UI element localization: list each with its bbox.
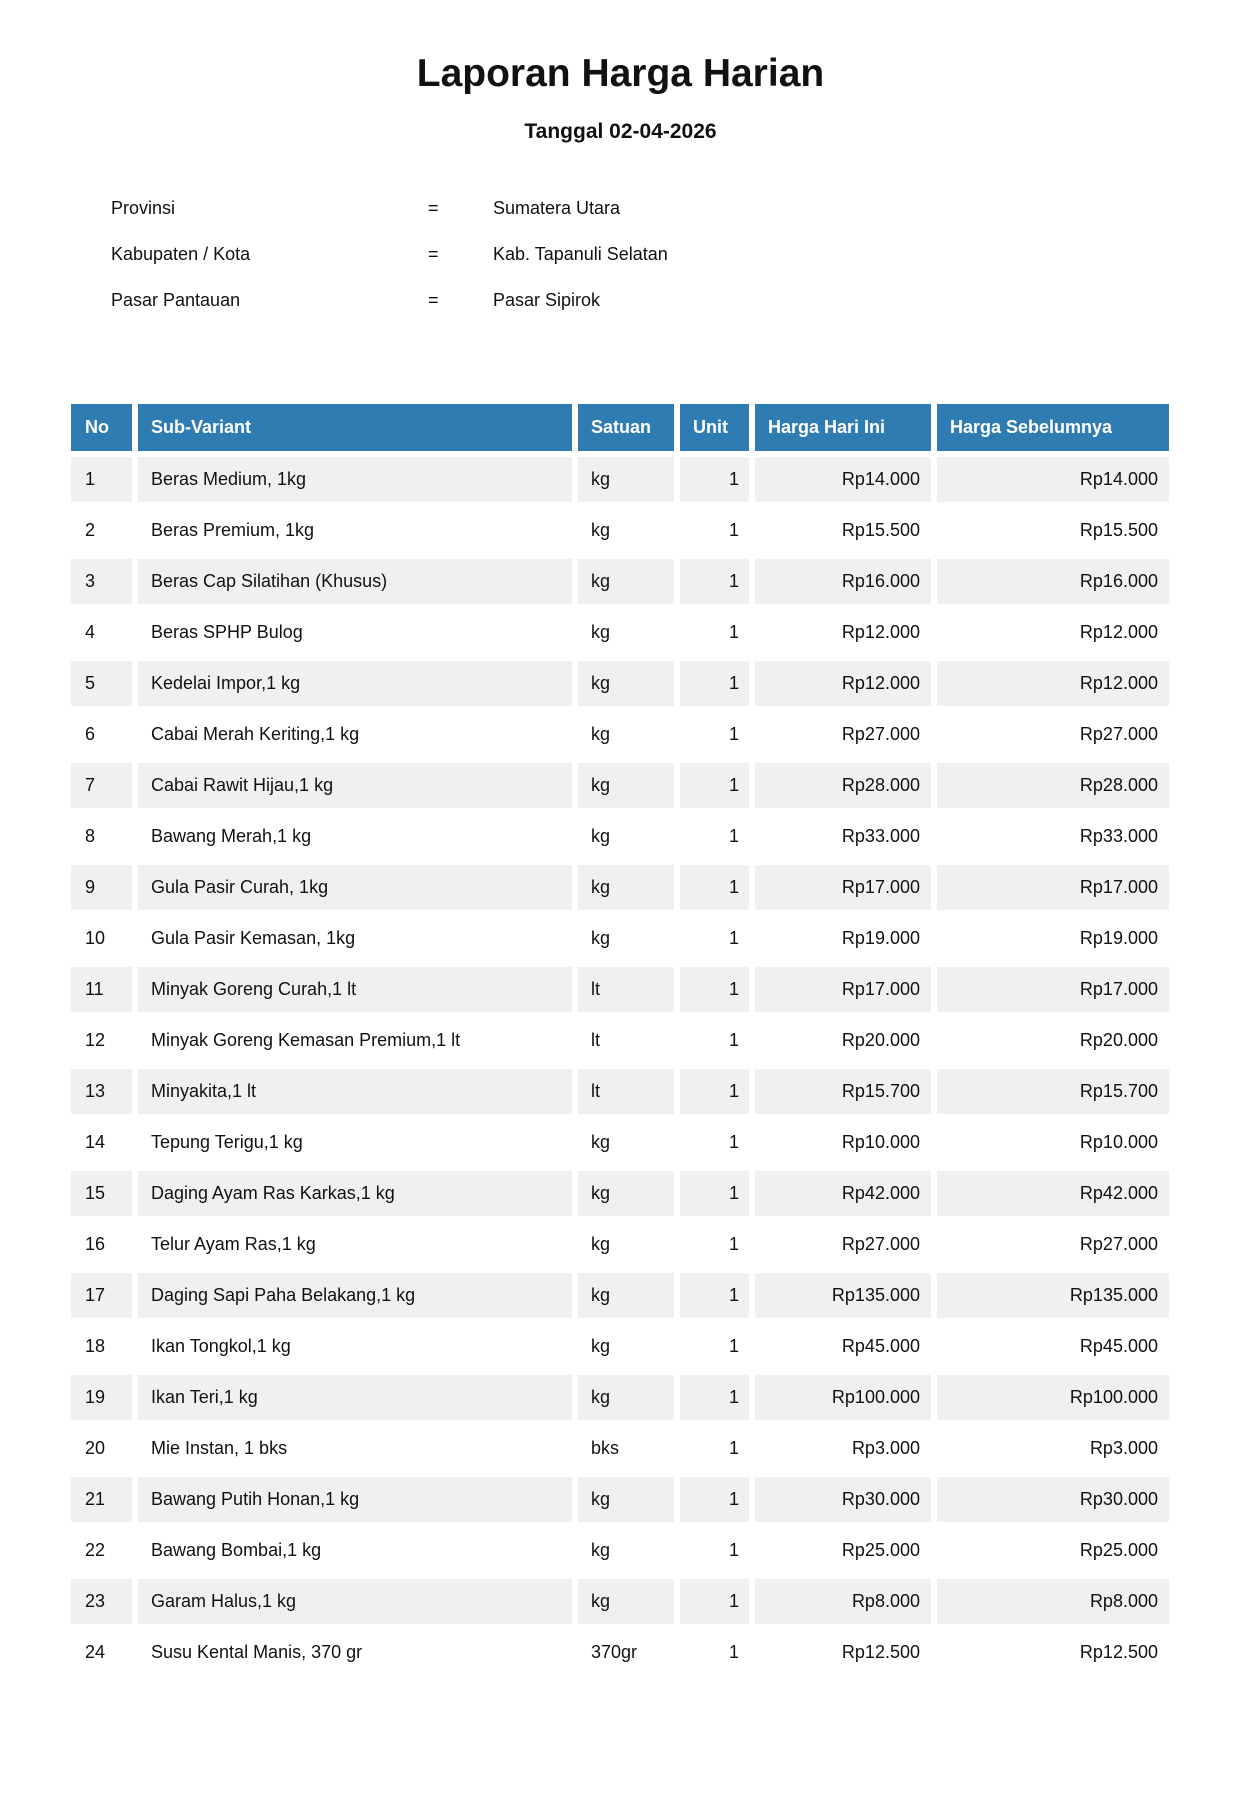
cell-sub-variant: Bawang Bombai,1 kg [151, 1540, 322, 1560]
cell-harga-hari-ini: Rp8.000 [755, 1579, 931, 1624]
cell-unit: 1 [728, 826, 739, 846]
cell-satuan: lt [578, 967, 674, 1012]
table-row [71, 1477, 1169, 1522]
table-row [71, 1630, 1169, 1675]
cell-satuan: kg [578, 1375, 674, 1420]
cell-unit: 1 [680, 763, 749, 808]
info-value: Kab. Tapanuli Selatan [493, 243, 668, 264]
price-table-body [71, 457, 1169, 1675]
cell-sub-variant: Gula Pasir Curah, 1kg [138, 865, 572, 910]
table-row [71, 1426, 1169, 1471]
price-table [65, 398, 1175, 1681]
cell-sub-variant: Minyakita,1 lt [138, 1069, 572, 1114]
cell-unit: 1 [728, 1540, 739, 1560]
cell-harga-sebelumnya: Rp12.000 [1079, 622, 1158, 642]
cell-satuan: kg [578, 865, 674, 910]
cell-harga-sebelumnya: Rp14.000 [937, 457, 1169, 502]
cell-no: 3 [71, 559, 132, 604]
table-row [71, 712, 1169, 757]
cell-sub-variant: Beras Medium, 1kg [138, 457, 572, 502]
cell-no: 13 [71, 1069, 132, 1114]
cell-no: 2 [85, 520, 96, 540]
column-header-harga-hari-ini: Harga Hari Ini [755, 404, 931, 451]
cell-harga-sebelumnya: Rp135.000 [937, 1273, 1169, 1318]
cell-harga-hari-ini: Rp42.000 [755, 1171, 931, 1216]
cell-no: 10 [85, 928, 106, 948]
cell-harga-hari-ini: Rp100.000 [755, 1375, 931, 1420]
cell-no: 1 [71, 457, 132, 502]
cell-unit: 1 [680, 967, 749, 1012]
cell-no: 5 [71, 661, 132, 706]
cell-no: 22 [85, 1540, 106, 1560]
table-row [71, 916, 1169, 961]
cell-unit: 1 [680, 1069, 749, 1114]
cell-satuan: kg [591, 1132, 611, 1152]
cell-sub-variant: Daging Sapi Paha Belakang,1 kg [138, 1273, 572, 1318]
cell-sub-variant: Beras Premium, 1kg [151, 520, 315, 540]
info-value: Pasar Sipirok [493, 289, 601, 310]
cell-harga-sebelumnya: Rp15.500 [1079, 520, 1158, 540]
cell-no: 17 [71, 1273, 132, 1318]
page-subtitle: Tanggal 02-04-2026 [524, 120, 717, 143]
cell-harga-hari-ini: Rp12.500 [841, 1642, 920, 1662]
cell-harga-hari-ini: Rp20.000 [841, 1030, 920, 1050]
cell-unit: 1 [728, 928, 739, 948]
cell-unit: 1 [728, 1234, 739, 1254]
table-row [71, 661, 1169, 706]
report-info [0, 185, 1241, 323]
cell-harga-sebelumnya: Rp30.000 [937, 1477, 1169, 1522]
cell-satuan: kg [591, 724, 611, 744]
column-header-harga-sebelumnya: Harga Sebelumnya [937, 404, 1169, 451]
cell-sub-variant: Kedelai Impor,1 kg [138, 661, 572, 706]
info-row-kabupaten-kota [0, 231, 1241, 277]
table-row [71, 814, 1169, 859]
cell-satuan: kg [578, 559, 674, 604]
cell-unit: 1 [728, 520, 739, 540]
cell-unit: 1 [728, 1336, 739, 1356]
info-label: Kabupaten / Kota [111, 243, 251, 264]
cell-harga-sebelumnya: Rp33.000 [1079, 826, 1158, 846]
cell-harga-hari-ini: Rp19.000 [841, 928, 920, 948]
cell-unit: 1 [728, 1438, 739, 1458]
cell-sub-variant: Bawang Putih Honan,1 kg [138, 1477, 572, 1522]
info-row-pasar-pantauan [0, 277, 1241, 323]
cell-sub-variant: Beras Cap Silatihan (Khusus) [138, 559, 572, 604]
cell-harga-hari-ini: Rp45.000 [841, 1336, 920, 1356]
cell-harga-sebelumnya: Rp19.000 [1079, 928, 1158, 948]
cell-sub-variant: Cabai Rawit Hijau,1 kg [138, 763, 572, 808]
cell-harga-hari-ini: Rp12.000 [841, 622, 920, 642]
cell-satuan: 370gr [591, 1642, 638, 1662]
cell-sub-variant: Telur Ayam Ras,1 kg [151, 1234, 316, 1254]
table-row [71, 1018, 1169, 1063]
table-row [71, 763, 1169, 808]
cell-harga-hari-ini: Rp15.500 [841, 520, 920, 540]
cell-unit: 1 [680, 457, 749, 502]
cell-no: 9 [71, 865, 132, 910]
cell-satuan: kg [591, 1234, 611, 1254]
cell-harga-sebelumnya: Rp27.000 [1079, 1234, 1158, 1254]
cell-harga-sebelumnya: Rp17.000 [937, 967, 1169, 1012]
info-separator: = [428, 243, 439, 264]
cell-unit: 1 [728, 1642, 739, 1662]
cell-harga-hari-ini: Rp27.000 [841, 724, 920, 744]
table-row [71, 1579, 1169, 1624]
cell-harga-sebelumnya: Rp12.500 [1079, 1642, 1158, 1662]
cell-sub-variant: Minyak Goreng Curah,1 lt [138, 967, 572, 1012]
cell-harga-hari-ini: Rp33.000 [841, 826, 920, 846]
cell-satuan: kg [591, 928, 611, 948]
cell-harga-sebelumnya: Rp16.000 [937, 559, 1169, 604]
cell-harga-sebelumnya: Rp45.000 [1079, 1336, 1158, 1356]
cell-unit: 1 [680, 1477, 749, 1522]
cell-harga-sebelumnya: Rp28.000 [937, 763, 1169, 808]
cell-no: 14 [85, 1132, 106, 1152]
table-header-row [71, 404, 1169, 451]
cell-harga-sebelumnya: Rp42.000 [937, 1171, 1169, 1216]
table-row [71, 1069, 1169, 1114]
cell-no: 24 [85, 1642, 106, 1662]
cell-satuan: kg [578, 1171, 674, 1216]
cell-unit: 1 [728, 724, 739, 744]
table-row [71, 865, 1169, 910]
cell-harga-hari-ini: Rp15.700 [755, 1069, 931, 1114]
cell-unit: 1 [680, 865, 749, 910]
table-row [71, 967, 1169, 1012]
cell-harga-hari-ini: Rp28.000 [755, 763, 931, 808]
cell-satuan: lt [591, 1030, 600, 1050]
cell-satuan: kg [578, 457, 674, 502]
cell-unit: 1 [680, 559, 749, 604]
cell-harga-sebelumnya: Rp12.000 [937, 661, 1169, 706]
cell-no: 4 [85, 622, 96, 642]
cell-no: 11 [71, 967, 132, 1012]
cell-harga-sebelumnya: Rp3.000 [1089, 1438, 1158, 1458]
cell-harga-hari-ini: Rp135.000 [755, 1273, 931, 1318]
table-row [71, 508, 1169, 553]
cell-no: 7 [71, 763, 132, 808]
cell-harga-sebelumnya: Rp10.000 [1079, 1132, 1158, 1152]
cell-satuan: kg [578, 1273, 674, 1318]
cell-harga-hari-ini: Rp30.000 [755, 1477, 931, 1522]
report-page [0, 52, 1241, 1681]
cell-harga-hari-ini: Rp17.000 [755, 865, 931, 910]
cell-sub-variant: Minyak Goreng Kemasan Premium,1 lt [151, 1030, 461, 1050]
cell-harga-hari-ini: Rp16.000 [755, 559, 931, 604]
cell-satuan: kg [578, 763, 674, 808]
cell-harga-sebelumnya: Rp8.000 [937, 1579, 1169, 1624]
cell-satuan: kg [578, 1579, 674, 1624]
column-header-unit: Unit [680, 404, 749, 451]
column-header-satuan: Satuan [578, 404, 674, 451]
cell-sub-variant: Beras SPHP Bulog [151, 622, 303, 642]
cell-harga-hari-ini: Rp10.000 [841, 1132, 920, 1152]
table-row [71, 1120, 1169, 1165]
cell-sub-variant: Gula Pasir Kemasan, 1kg [151, 928, 356, 948]
cell-unit: 1 [728, 1132, 739, 1152]
cell-satuan: kg [591, 1336, 611, 1356]
cell-sub-variant: Bawang Merah,1 kg [151, 826, 312, 846]
cell-sub-variant: Ikan Teri,1 kg [138, 1375, 572, 1420]
column-header-sub-variant: Sub-Variant [138, 404, 572, 451]
cell-unit: 1 [680, 1171, 749, 1216]
table-row [71, 1528, 1169, 1573]
cell-no: 23 [71, 1579, 132, 1624]
cell-harga-hari-ini: Rp12.000 [755, 661, 931, 706]
table-row [71, 559, 1169, 604]
cell-sub-variant: Garam Halus,1 kg [138, 1579, 572, 1624]
cell-unit: 1 [728, 622, 739, 642]
cell-unit: 1 [680, 1579, 749, 1624]
cell-satuan: kg [578, 1477, 674, 1522]
table-row [71, 1171, 1169, 1216]
cell-no: 19 [71, 1375, 132, 1420]
cell-harga-sebelumnya: Rp20.000 [1079, 1030, 1158, 1050]
info-separator: = [428, 289, 439, 310]
cell-harga-hari-ini: Rp14.000 [755, 457, 931, 502]
cell-no: 18 [85, 1336, 106, 1356]
info-label: Pasar Pantauan [111, 289, 241, 310]
info-row-provinsi [0, 185, 1241, 231]
table-row [71, 1375, 1169, 1420]
cell-no: 12 [85, 1030, 106, 1050]
cell-sub-variant: Ikan Tongkol,1 kg [151, 1336, 291, 1356]
cell-sub-variant: Daging Ayam Ras Karkas,1 kg [138, 1171, 572, 1216]
cell-unit: 1 [728, 1030, 739, 1050]
cell-no: 16 [85, 1234, 106, 1254]
info-separator: = [428, 197, 439, 218]
column-header-no: No [71, 404, 132, 451]
info-label: Provinsi [111, 197, 176, 218]
cell-satuan: kg [591, 520, 611, 540]
cell-no: 21 [71, 1477, 132, 1522]
cell-harga-sebelumnya: Rp17.000 [937, 865, 1169, 910]
cell-harga-sebelumnya: Rp100.000 [937, 1375, 1169, 1420]
cell-harga-sebelumnya: Rp27.000 [1079, 724, 1158, 744]
cell-sub-variant: Cabai Merah Keriting,1 kg [151, 724, 360, 744]
table-row [71, 1222, 1169, 1267]
cell-satuan: kg [578, 661, 674, 706]
cell-satuan: bks [591, 1438, 620, 1458]
cell-harga-sebelumnya: Rp25.000 [1079, 1540, 1158, 1560]
table-row [71, 1324, 1169, 1369]
cell-harga-sebelumnya: Rp15.700 [937, 1069, 1169, 1114]
page-title: Laporan Harga Harian [416, 52, 825, 95]
cell-satuan: kg [591, 826, 611, 846]
cell-harga-hari-ini: Rp17.000 [755, 967, 931, 1012]
table-row [71, 1273, 1169, 1318]
cell-harga-hari-ini: Rp27.000 [841, 1234, 920, 1254]
cell-unit: 1 [680, 1375, 749, 1420]
cell-sub-variant: Tepung Terigu,1 kg [151, 1132, 303, 1152]
cell-unit: 1 [680, 1273, 749, 1318]
info-value: Sumatera Utara [493, 197, 621, 218]
cell-unit: 1 [680, 661, 749, 706]
cell-no: 8 [85, 826, 96, 846]
table-row [71, 457, 1169, 502]
cell-harga-hari-ini: Rp25.000 [841, 1540, 920, 1560]
table-row [71, 610, 1169, 655]
cell-sub-variant: Mie Instan, 1 bks [151, 1438, 288, 1458]
cell-no: 15 [71, 1171, 132, 1216]
cell-satuan: kg [591, 622, 611, 642]
cell-no: 20 [85, 1438, 106, 1458]
cell-satuan: kg [591, 1540, 611, 1560]
cell-harga-hari-ini: Rp3.000 [851, 1438, 920, 1458]
cell-satuan: lt [578, 1069, 674, 1114]
cell-no: 6 [85, 724, 96, 744]
cell-sub-variant: Susu Kental Manis, 370 gr [151, 1642, 363, 1662]
